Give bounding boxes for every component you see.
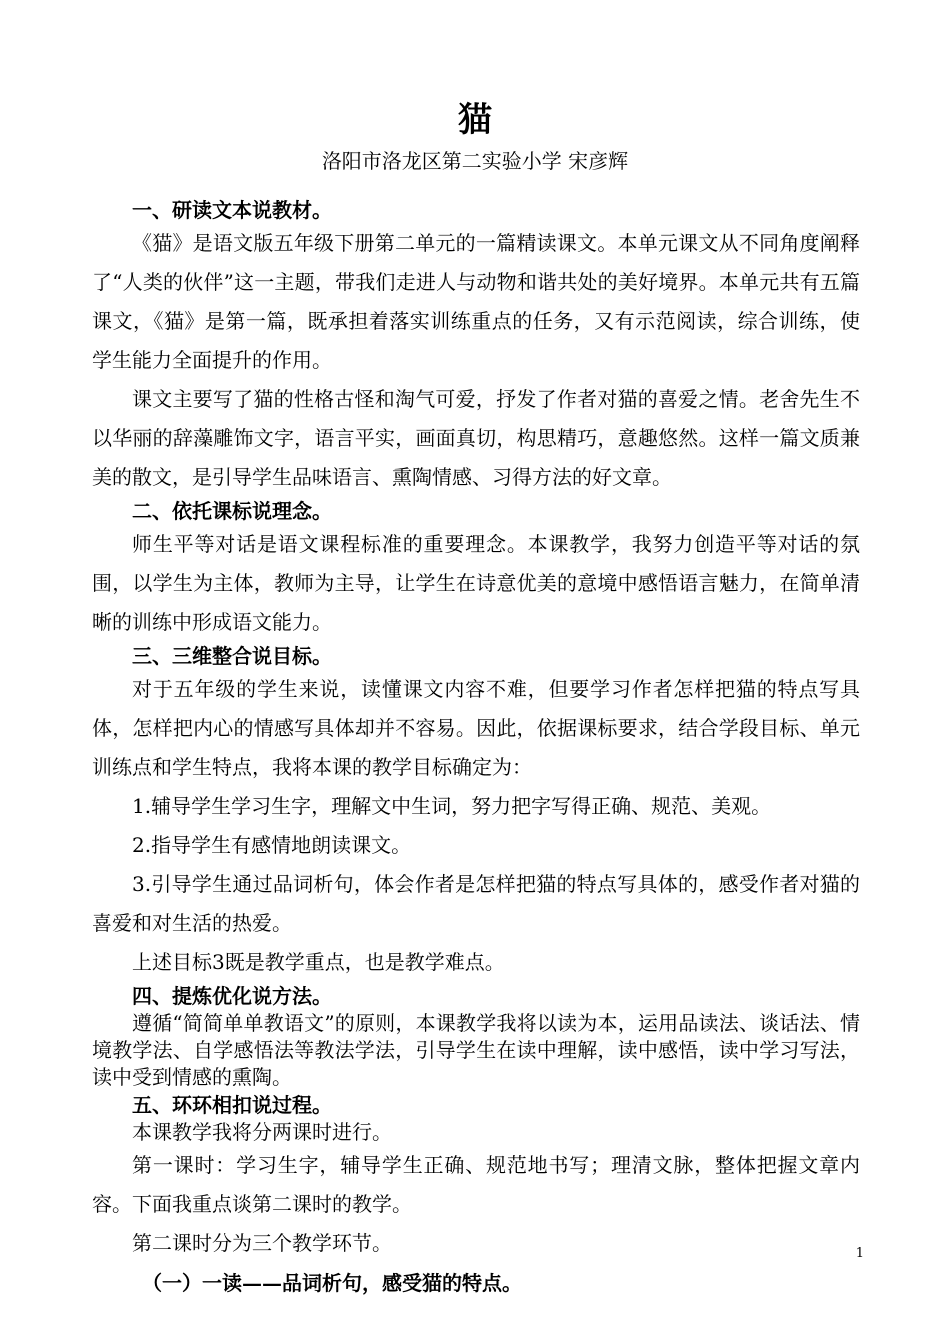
goal-item-2: 2.指导学生有感情地朗读课文。 bbox=[132, 833, 412, 857]
section-heading-4: 四、提炼优化说方法。 bbox=[132, 984, 332, 1008]
section-heading-1: 一、研读文本说教材。 bbox=[132, 198, 332, 222]
document-body bbox=[92, 196, 860, 1303]
subsection-heading: （一）一读——品词析句，感受猫的特点。 bbox=[142, 1271, 522, 1295]
paragraph: 《猫》是语文版五年级下册第二单元的一篇精读课文。本单元课文从不同角度阐释了“人类的伙伴”这一主题，带我们走进人与动物和谐共处的美好境界。本单元共有五篇课文，《猫》是第一篇，既承担着落实训练重点的任务，又有示范阅读，综合训练，使学生能力全面提升的作用。 bbox=[92, 231, 860, 372]
author-line: 洛阳市洛龙区第二实验小学 宋彦辉 bbox=[321, 149, 629, 173]
paragraph: 第二课时分为三个教学环节。 bbox=[132, 1231, 392, 1255]
page-number: 1 bbox=[855, 1246, 864, 1261]
paragraph: 第一课时：学习生字，辅导学生正确、规范地书写；理清文脉，整体把握文章内容。下面我重点谈第二课时的教学。 bbox=[92, 1153, 860, 1216]
paragraph: 课文主要写了猫的性格古怪和淘气可爱，抒发了作者对猫的喜爱之情。老舍先生不以华丽的辞藻雕饰文字，语言平实，画面真切，构思精巧，意趣悠然。这样一篇文质兼美的散文，是引导学生品味语言、熏陶情感、习得方法的好文章。 bbox=[92, 387, 860, 489]
section-heading-5: 五、环环相扣说过程。 bbox=[132, 1093, 332, 1117]
section-heading-2: 二、依托课标说理念。 bbox=[132, 499, 332, 523]
paragraph: 遵循“简简单单教语文”的原则，本课教学我将以读为本，运用品读法、谈话法、情境教学法、自学感悟法等教法学法，引导学生在读中理解，读中感悟，读中学习写法，读中受到情感的熏陶。 bbox=[92, 1011, 860, 1089]
paragraph: 师生平等对话是语文课程标准的重要理念。本课教学，我努力创造平等对话的氛围，以学生为主体，教师为主导，让学生在诗意优美的意境中感悟语言魅力，在简单清晰的训练中形成语文能力。 bbox=[92, 532, 860, 634]
goal-item-3: 3.引导学生通过品词析句，体会作者是怎样把猫的特点写具体的，感受作者对猫的喜爱和对生活的热爱。 bbox=[92, 872, 860, 935]
section-heading-3: 三、三维整合说目标。 bbox=[132, 644, 332, 668]
paragraph: 本课教学我将分两课时进行。 bbox=[132, 1120, 392, 1144]
goal-item-1: 1.辅导学生学习生字，理解文中生词，努力把字写得正确、规范、美观。 bbox=[132, 794, 772, 818]
paragraph: 上述目标3既是教学重点，也是教学难点。 bbox=[132, 950, 505, 974]
page-title: 猫 bbox=[458, 100, 492, 140]
paragraph: 对于五年级的学生来说，读懂课文内容不难，但要学习作者怎样把猫的特点写具体，怎样把内心的情感写具体却并不容易。因此，依据课标要求，结合学段目标、单元训练点和学生特点，我将本课的教学目标确定为： bbox=[92, 677, 860, 779]
